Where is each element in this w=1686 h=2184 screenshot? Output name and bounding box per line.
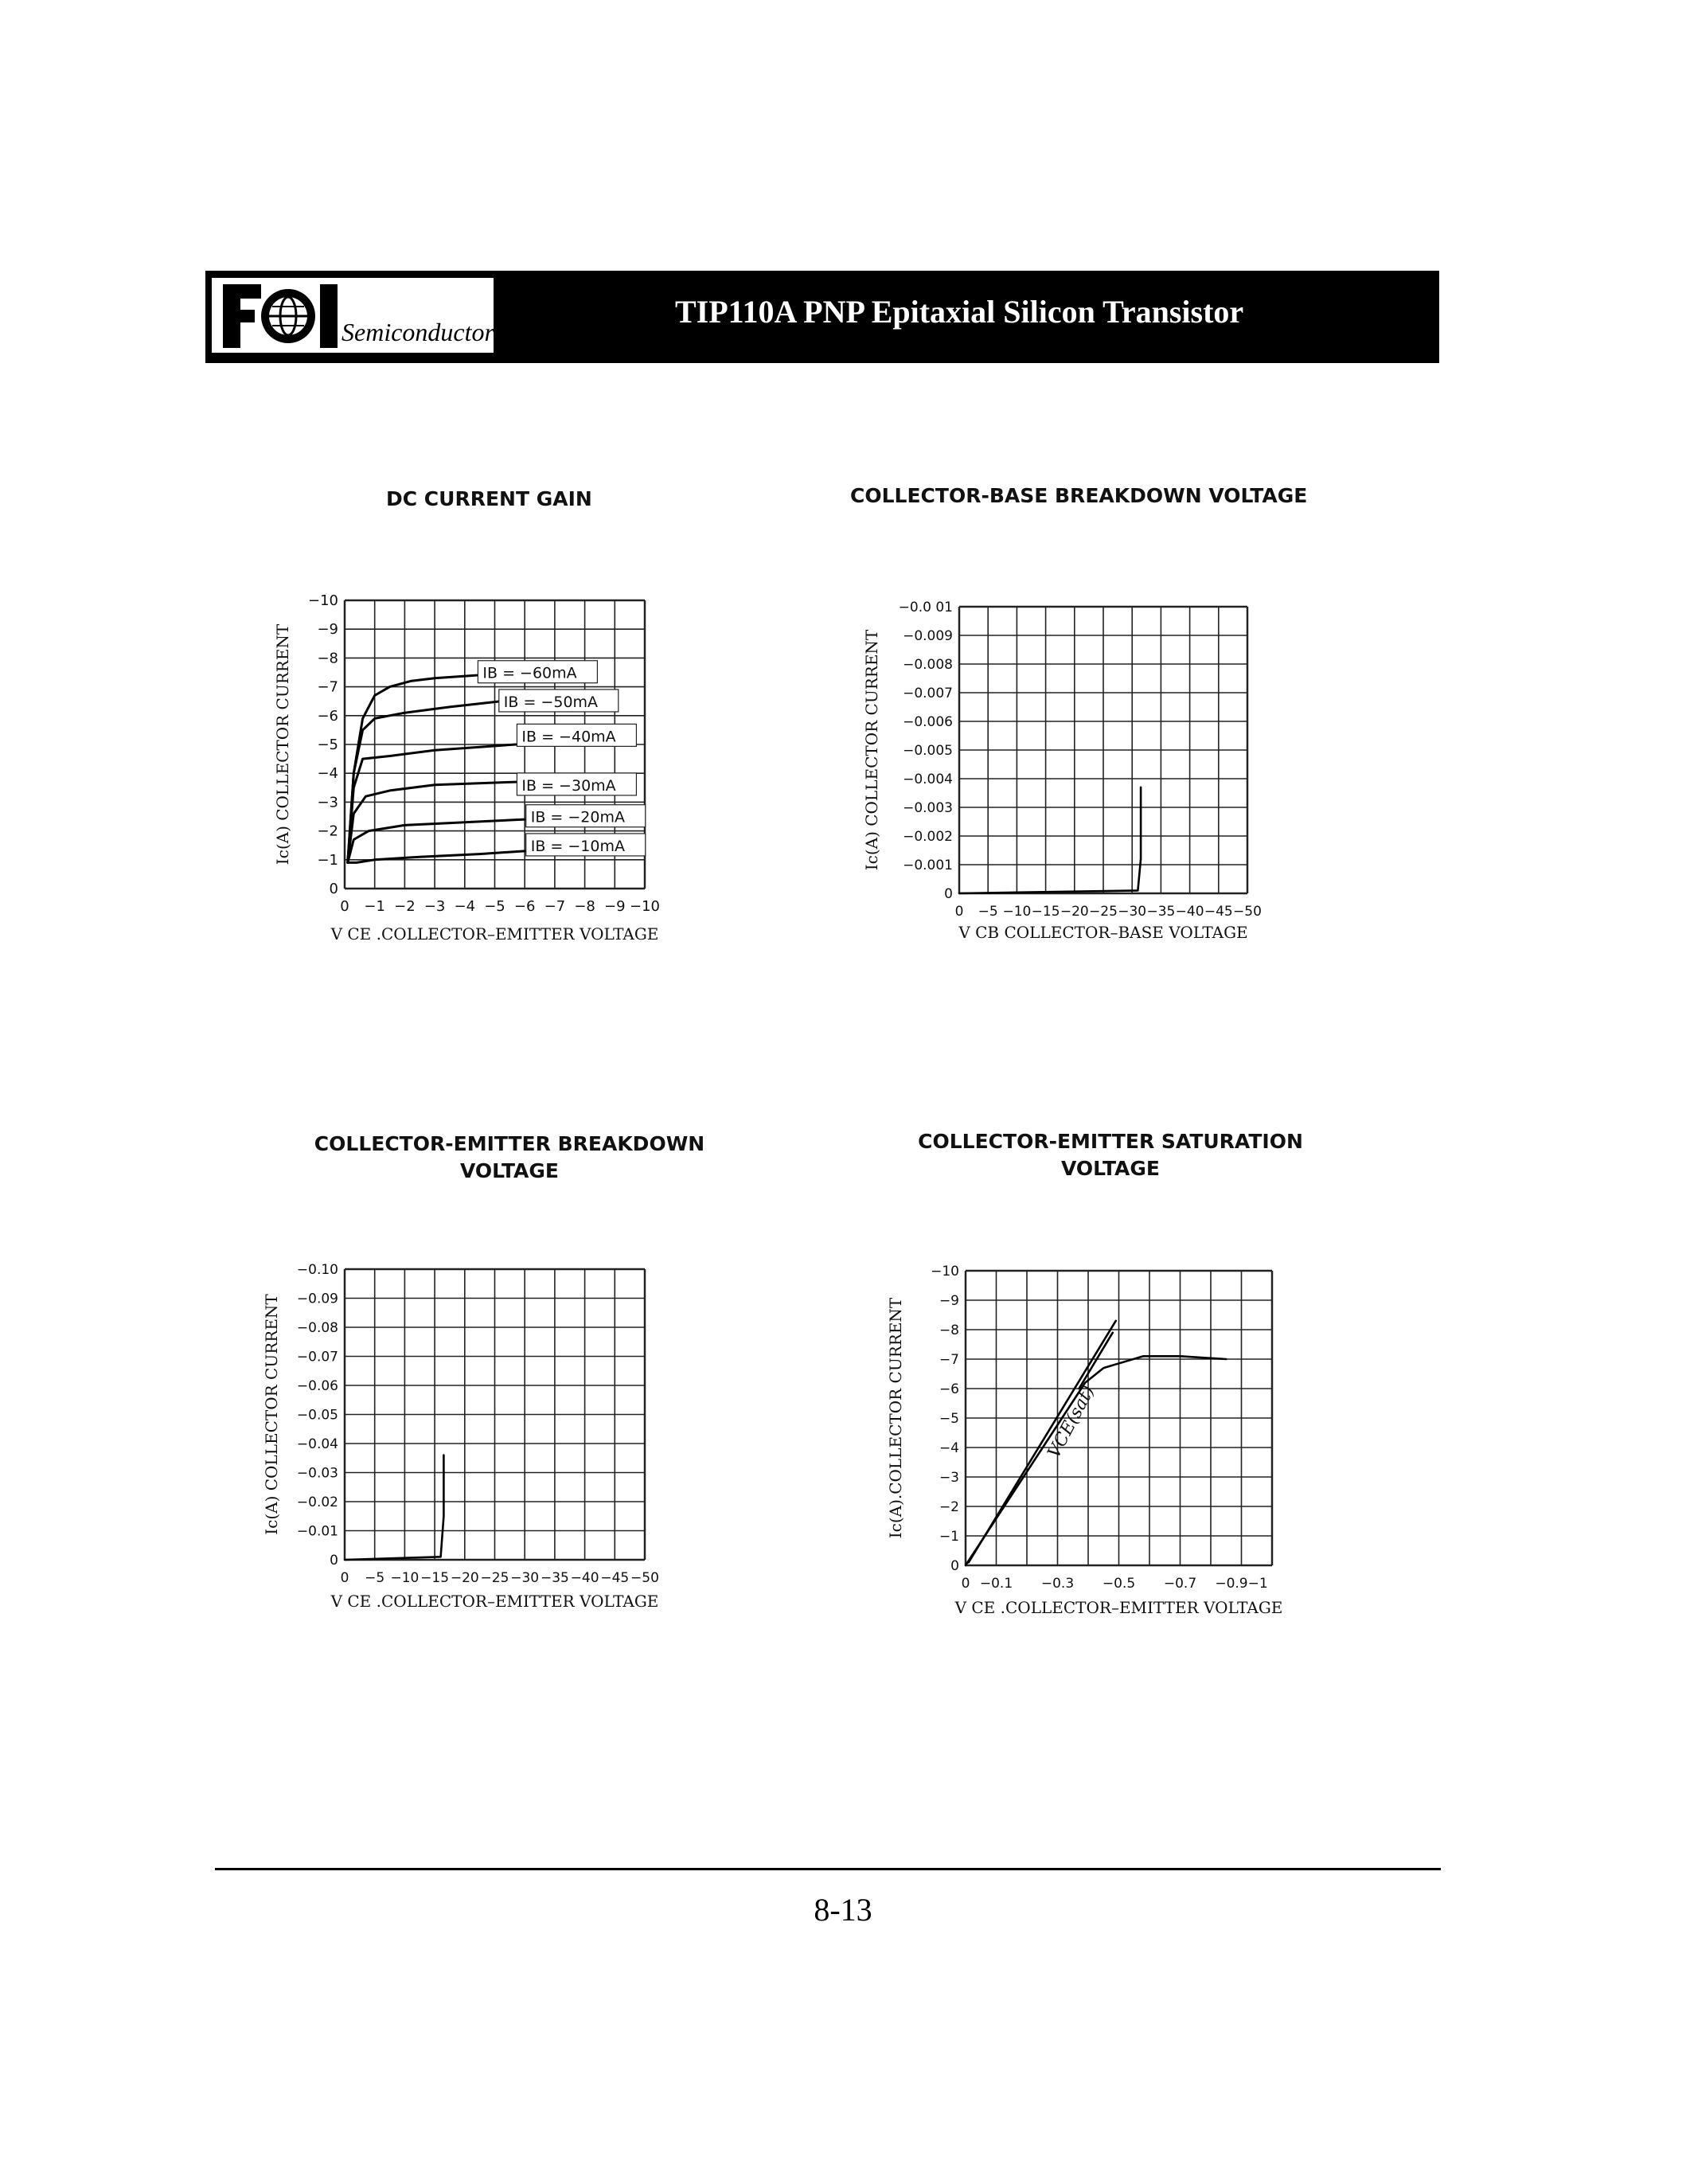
x-tick-label: −4 [454, 898, 476, 915]
x-tick-label: 0 [961, 1576, 970, 1592]
x-tick-label: −25 [1089, 904, 1118, 920]
x-tick-label: −6 [513, 898, 536, 915]
y-tick-label: −5 [317, 736, 338, 753]
x-tick-label: −0.5 [1102, 1576, 1136, 1592]
x-tick-label: −20 [450, 1570, 479, 1586]
x-tick-label: −35 [1146, 904, 1176, 920]
x-tick-label: −2 [394, 898, 416, 915]
x-tick-label: −5 [978, 904, 998, 920]
y-tick-label: 0 [329, 881, 338, 897]
series-line [348, 675, 477, 862]
series-annotation: VCE(sat) [1044, 1382, 1099, 1462]
x-axis-label: V CE .COLLECTOR–EMITTER VOLTAGE [954, 1598, 1283, 1617]
y-tick-label: −0.007 [903, 686, 953, 701]
x-tick-label: −1 [364, 898, 385, 915]
y-tick-label: −0.005 [903, 743, 953, 759]
series-label: IB = −50mA [503, 693, 599, 711]
document-title: TIP110A PNP Epitaxial Silicon Transistor [675, 294, 1244, 330]
y-tick-label: −5 [939, 1411, 959, 1427]
series-line [969, 1321, 1116, 1562]
chart-collector-emitter-breakdown [262, 1262, 659, 1611]
x-tick-label: −8 [574, 898, 595, 915]
x-tick-label: −0.9−1 [1215, 1576, 1268, 1592]
chart-title-text: COLLECTOR-EMITTER SATURATION VOLTAGE [918, 1130, 1303, 1180]
y-tick-label: −3 [939, 1470, 959, 1486]
y-tick-label: −4 [317, 765, 338, 783]
x-tick-label: 0 [340, 1570, 349, 1586]
y-tick-label: −7 [939, 1352, 959, 1368]
y-axis-label: Ic(A) COLLECTOR CURRENT [273, 623, 292, 865]
x-tick-label: −10 [1002, 904, 1032, 920]
x-tick-label: −25 [480, 1570, 509, 1586]
x-tick-label: −15 [1031, 904, 1060, 920]
x-tick-label: −50 [630, 1570, 659, 1586]
page-number: 8-13 [814, 1892, 872, 1928]
y-tick-label: −8 [317, 650, 338, 667]
chart-dc-current-gain [273, 592, 660, 944]
x-tick-label: −5 [365, 1570, 385, 1586]
x-tick-label: −50 [1233, 904, 1262, 920]
y-tick-label: −0.07 [296, 1349, 338, 1365]
series-label: IB = −60mA [482, 664, 577, 682]
y-tick-label: −10 [308, 592, 338, 609]
y-tick-label: −0.004 [903, 772, 953, 787]
x-tick-label: −10 [390, 1570, 420, 1586]
series-line [1079, 1333, 1113, 1389]
y-axis-label: Ic(A) COLLECTOR CURRENT [262, 1294, 281, 1535]
y-tick-label: −2 [317, 822, 338, 840]
series-line [348, 782, 516, 862]
x-axis-label: V CE .COLLECTOR–EMITTER VOLTAGE [330, 1592, 659, 1611]
x-tick-label: −5 [484, 898, 505, 915]
x-tick-label: −7 [544, 898, 566, 915]
y-tick-label: −0.006 [903, 714, 953, 730]
y-tick-label: −0.06 [296, 1378, 338, 1394]
x-axis-label: V CB COLLECTOR–BASE VOLTAGE [958, 923, 1248, 942]
y-tick-label: −6 [317, 707, 338, 725]
x-tick-label: −30 [510, 1570, 540, 1586]
logo-subtitle: Semiconductor [341, 318, 494, 346]
x-axis-label: V CE .COLLECTOR–EMITTER VOLTAGE [330, 924, 659, 944]
series-label: IB = −40mA [521, 728, 616, 746]
y-tick-label: −0.04 [296, 1436, 338, 1452]
y-tick-label: 0 [950, 1558, 959, 1574]
y-tick-label: −0.02 [296, 1494, 338, 1510]
x-tick-label: −0.7 [1163, 1576, 1197, 1592]
chart-title-collector-base-breakdown: COLLECTOR-BASE BREAKDOWN VOLTAGE [850, 484, 1308, 507]
x-tick-label: −15 [420, 1570, 450, 1586]
y-tick-label: −0.009 [903, 628, 953, 644]
y-tick-label: −0.0 01 [898, 600, 953, 615]
y-tick-label: −0.05 [296, 1407, 338, 1424]
chart-title-text: COLLECTOR-EMITTER BREAKDOWN VOLTAGE [314, 1132, 705, 1182]
y-tick-label: −0.08 [296, 1320, 338, 1336]
y-tick-label: −8 [939, 1323, 959, 1338]
y-tick-label: −0.001 [903, 858, 953, 873]
series-line [348, 744, 516, 862]
y-tick-label: −0.003 [903, 800, 953, 816]
series-line [966, 1356, 1226, 1565]
x-tick-label: −9 [604, 898, 626, 915]
series-label: IB = −10mA [530, 837, 625, 855]
series-line [959, 787, 1141, 893]
x-tick-label: −3 [423, 898, 446, 915]
y-tick-label: −1 [317, 851, 338, 869]
y-tick-label: −7 [317, 678, 338, 696]
x-tick-label: −45 [1204, 904, 1233, 920]
y-tick-label: −9 [317, 621, 338, 639]
y-tick-label: −0.09 [296, 1291, 338, 1307]
y-tick-label: −6 [939, 1381, 959, 1397]
y-tick-label: −3 [317, 794, 338, 811]
x-tick-label: −0.1 [979, 1576, 1013, 1592]
y-tick-label: −10 [931, 1264, 959, 1280]
y-tick-label: 0 [944, 886, 953, 902]
y-tick-label: −9 [939, 1293, 959, 1309]
x-tick-label: −40 [570, 1570, 599, 1586]
y-tick-label: −0.03 [296, 1465, 338, 1482]
y-axis-label: Ic(A) COLLECTOR CURRENT [862, 629, 881, 871]
x-tick-label: −40 [1175, 904, 1204, 920]
chart-collector-emitter-saturation [886, 1264, 1282, 1617]
y-tick-label: −0.10 [296, 1262, 338, 1278]
x-tick-label: 0 [954, 904, 964, 920]
y-tick-label: −1 [939, 1529, 959, 1545]
x-tick-label: −10 [630, 898, 660, 915]
chart-collector-base-breakdown [862, 600, 1262, 942]
y-tick-label: −4 [939, 1440, 959, 1456]
series-line [348, 701, 501, 863]
x-tick-label: 0 [340, 898, 349, 915]
y-tick-label: −0.008 [903, 657, 953, 673]
y-tick-label: −0.002 [903, 829, 953, 845]
x-tick-label: −0.3 [1040, 1576, 1075, 1592]
x-tick-label: −20 [1060, 904, 1089, 920]
footer-rule [215, 1868, 1441, 1870]
series-label: IB = −30mA [521, 776, 616, 795]
chart-title-dc-current-gain: DC CURRENT GAIN [386, 487, 592, 510]
series-label: IB = −20mA [530, 808, 625, 826]
x-tick-label: −45 [600, 1570, 630, 1586]
y-tick-label: −2 [939, 1499, 959, 1515]
x-tick-label: −30 [1118, 904, 1147, 920]
x-tick-label: −35 [540, 1570, 569, 1586]
series-line [345, 1455, 443, 1560]
y-tick-label: 0 [330, 1553, 338, 1569]
y-tick-label: −0.01 [296, 1523, 338, 1540]
y-axis-label: Ic(A).COLLECTOR CURRENT [886, 1297, 905, 1539]
